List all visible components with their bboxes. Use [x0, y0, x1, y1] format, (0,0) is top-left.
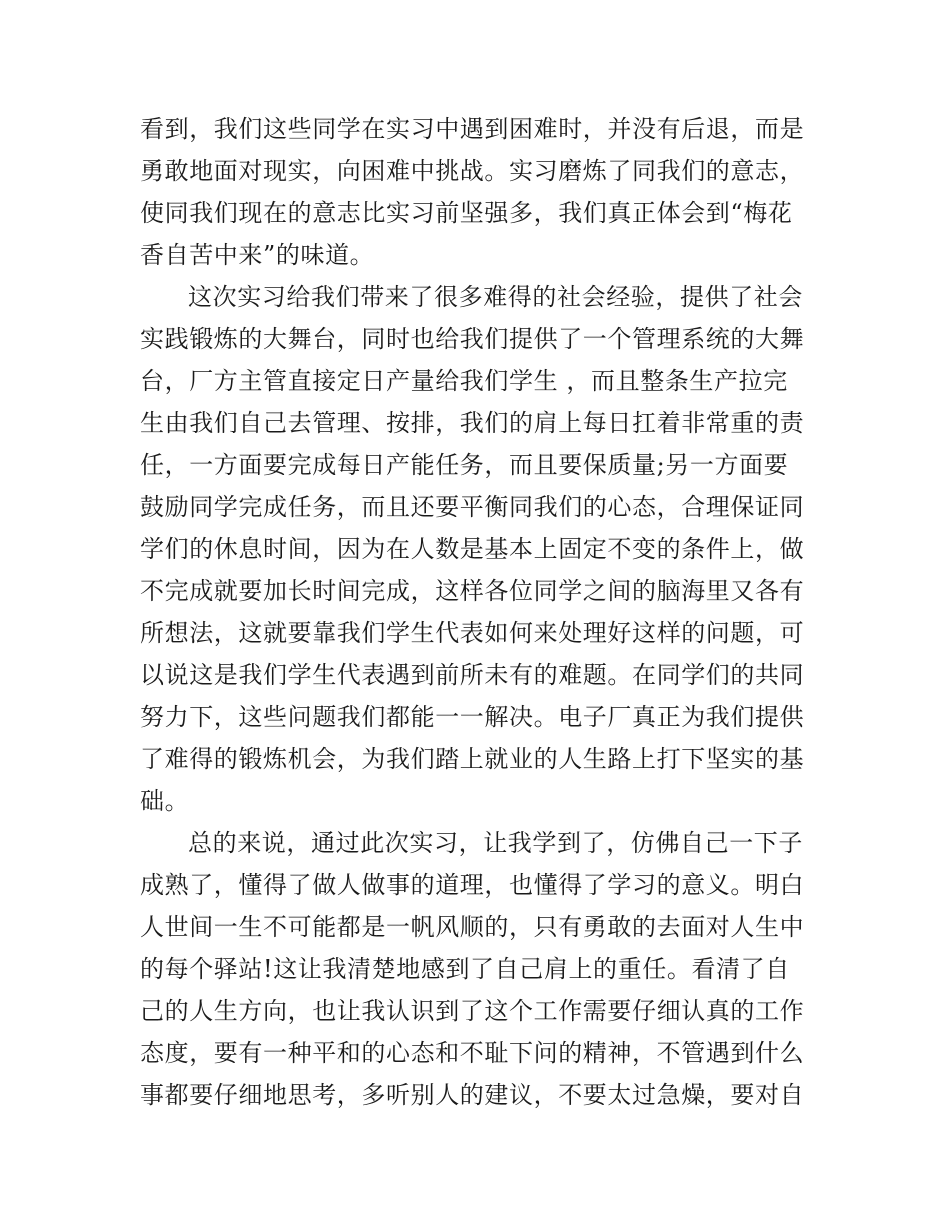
- text-line: 事都要仔细地思考，多听别人的建议，不要太过急燥，要对自: [140, 1081, 805, 1109]
- text-line-first: 总的来说，通过此次实习，让我学到了，仿佛自己一下子: [188, 829, 803, 857]
- paragraph-2: [140, 276, 820, 822]
- text-line: 学们的休息时间，因为在人数是基本上固定不变的条件上，做: [140, 535, 805, 563]
- text-line: 成熟了，懂得了做人做事的道理，也懂得了学习的意义。明白: [140, 871, 805, 899]
- text-line-first: 这次实习给我们带来了很多难得的社会经验，提供了社会: [188, 283, 803, 311]
- text-line: 任，一方面要完成每日产能任务，而且要保质量;另一方面要: [140, 451, 789, 479]
- paragraph-3: [140, 822, 820, 1116]
- text-line: 所想法，这就要靠我们学生代表如何来处理好这样的问题，可: [140, 619, 805, 647]
- text-line: 实践锻炼的大舞台，同时也给我们提供了一个管理系统的大舞: [140, 325, 805, 353]
- text-line: 勇敢地面对现实，向困难中挑战。实习磨炼了同我们的意志，: [140, 157, 805, 185]
- text-line: 以说这是我们学生代表遇到前所未有的难题。在同学们的共同: [140, 661, 805, 689]
- text-line: 鼓励同学完成任务，而且还要平衡同我们的心态，合理保证同: [140, 493, 805, 521]
- paragraph-1: [140, 108, 820, 276]
- text-line: 己的人生方向，也让我认识到了这个工作需要仔细认真的工作: [140, 997, 805, 1025]
- text-line: 础。: [140, 787, 190, 815]
- text-line: 的每个驿站!这让我清楚地感到了自己肩上的重任。看清了自: [140, 955, 790, 983]
- document-body: [140, 108, 820, 1116]
- text-line: 看到，我们这些同学在实习中遇到困难时，并没有后退，而是: [140, 115, 805, 143]
- text-line: 了难得的锻炼机会，为我们踏上就业的人生路上打下坚实的基: [140, 745, 805, 773]
- text-line: 努力下，这些问题我们都能一一解决。电子厂真正为我们提供: [140, 703, 805, 731]
- text-line: 生由我们自己去管理、按排，我们的肩上每日扛着非常重的责: [140, 409, 805, 437]
- text-line: 香自苦中来”的味道。: [140, 241, 375, 269]
- text-line: 人世间一生不可能都是一帆风顺的，只有勇敢的去面对人生中: [140, 913, 805, 941]
- text-line: 台，厂方主管直接定日产量给我们学生 ，而且整条生产拉完: [140, 367, 788, 395]
- text-line: 不完成就要加长时间完成，这样各位同学之间的脑海里又各有: [140, 577, 805, 605]
- text-line: 态度，要有一种平和的心态和不耻下问的精神，不管遇到什么: [140, 1039, 805, 1067]
- text-line: 使同我们现在的意志比实习前坚强多，我们真正体会到“梅花: [140, 199, 793, 227]
